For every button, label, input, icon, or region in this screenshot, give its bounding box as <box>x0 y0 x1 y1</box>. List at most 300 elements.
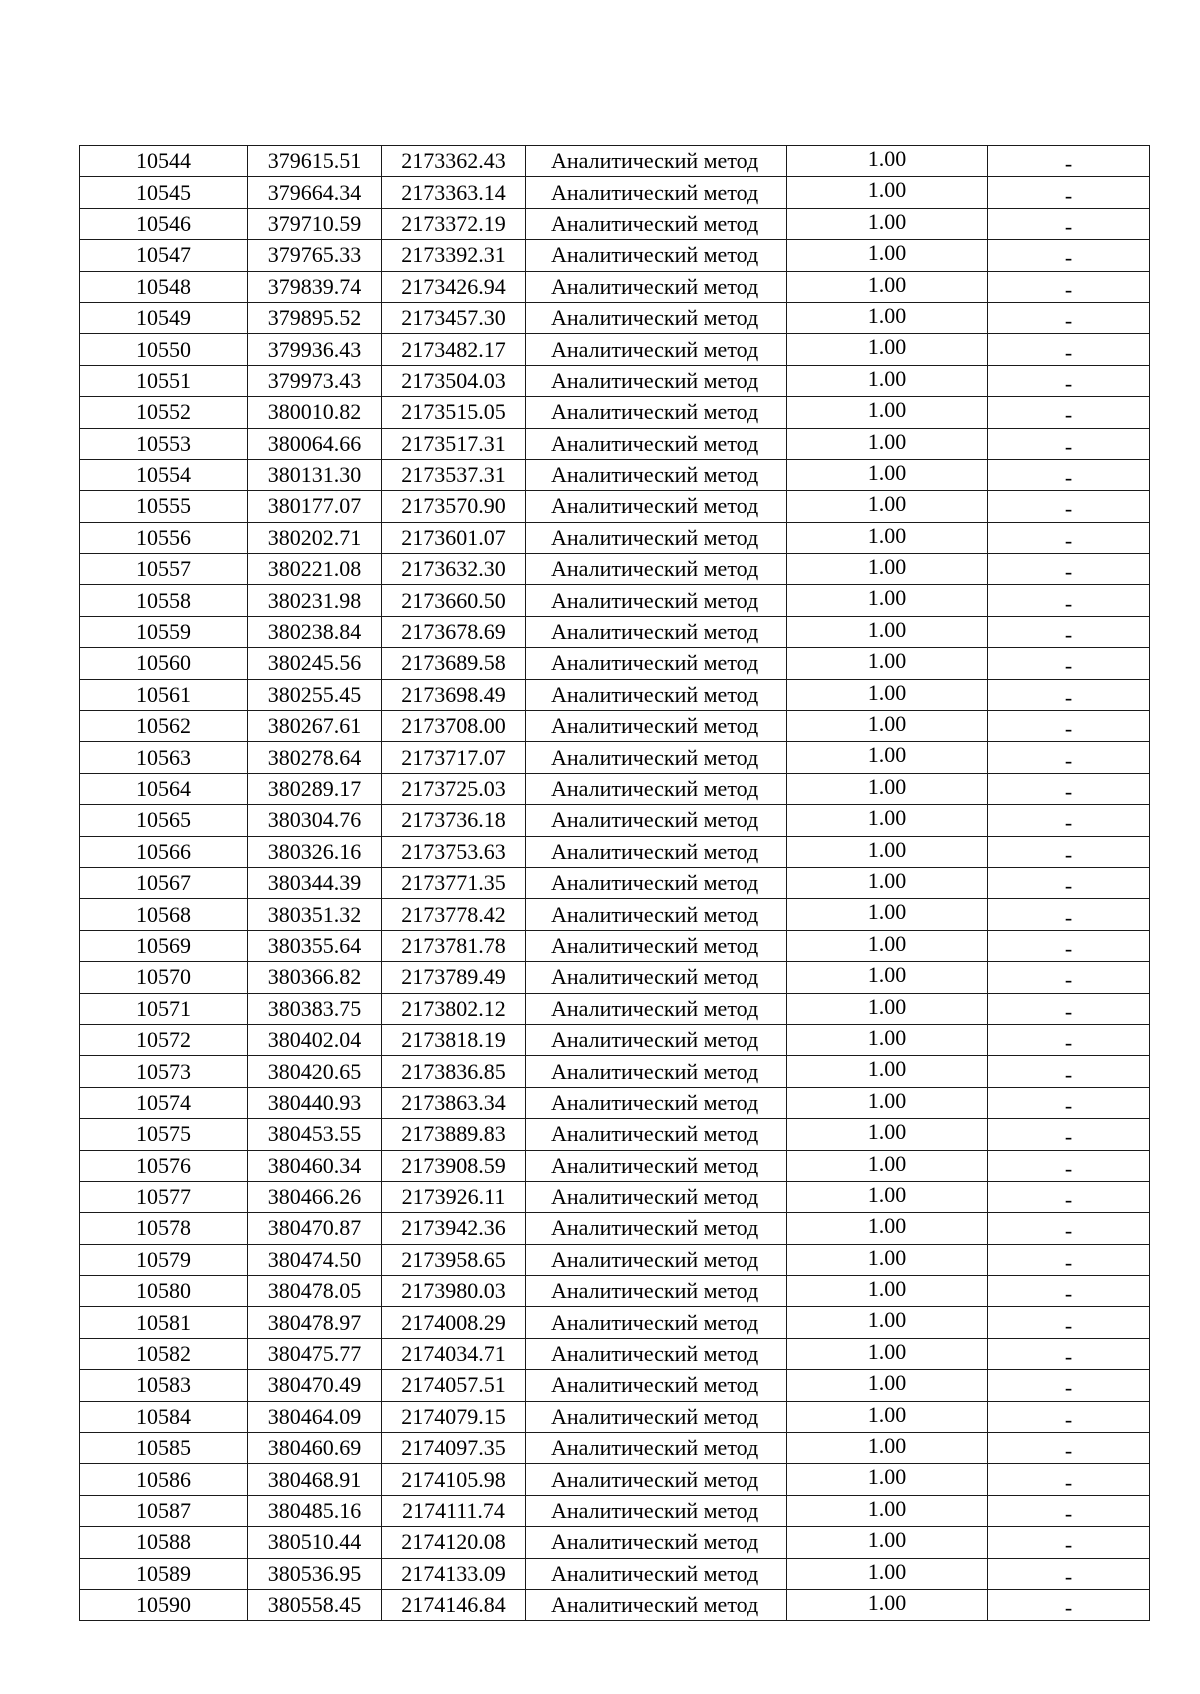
x-coordinate-cell-text: 380466.26 <box>267 1184 362 1210</box>
y-coordinate-cell <box>382 1119 526 1150</box>
point-number-cell-text: 10566 <box>136 838 191 864</box>
x-coordinate-cell <box>248 1338 382 1369</box>
method-cell-text: Аналитический метод <box>551 932 759 958</box>
point-number-cell <box>80 1150 248 1181</box>
y-coordinate-cell-text: 2173926.11 <box>401 1184 506 1210</box>
accuracy-cell <box>787 616 988 647</box>
method-cell-text: Аналитический метод <box>551 1215 759 1241</box>
point-number-cell <box>80 1589 248 1620</box>
point-number-cell-text: 10555 <box>136 493 191 519</box>
method-cell-text: Аналитический метод <box>551 1372 759 1398</box>
x-coordinate-cell <box>248 899 382 930</box>
point-number-cell-text: 10560 <box>136 650 191 676</box>
table-row <box>80 1119 1150 1150</box>
x-coordinate-cell <box>248 930 382 961</box>
point-number-cell-text: 10554 <box>136 462 191 488</box>
note-cell-text: - <box>1064 1438 1073 1464</box>
table-row <box>80 1181 1150 1212</box>
x-coordinate-cell <box>248 773 382 804</box>
table-row <box>80 962 1150 993</box>
note-cell <box>988 397 1150 428</box>
y-coordinate-cell <box>382 899 526 930</box>
y-coordinate-cell <box>382 648 526 679</box>
y-coordinate-cell <box>382 1495 526 1526</box>
point-number-cell-text: 10587 <box>136 1497 191 1523</box>
accuracy-cell-text: 1.00 <box>867 1244 907 1270</box>
method-cell-text: Аналитический метод <box>551 273 759 299</box>
accuracy-cell <box>787 334 988 365</box>
point-number-cell-text: 10571 <box>136 995 191 1021</box>
x-coordinate-cell <box>248 1433 382 1464</box>
note-cell-text: - <box>1064 1249 1073 1275</box>
y-coordinate-cell-text: 2173725.03 <box>401 776 506 801</box>
method-cell-text: Аналитический метод <box>551 807 759 833</box>
method-cell-text: Аналитический метод <box>551 1027 759 1053</box>
y-coordinate-cell-text: 2173632.30 <box>401 556 506 582</box>
table-row <box>80 742 1150 773</box>
x-coordinate-cell <box>248 993 382 1024</box>
note-cell <box>988 177 1150 208</box>
accuracy-cell-text: 1.00 <box>867 428 907 454</box>
accuracy-cell <box>787 1307 988 1338</box>
x-coordinate-cell-text: 380460.34 <box>267 1152 362 1178</box>
point-number-cell <box>80 993 248 1024</box>
x-coordinate-cell <box>248 365 382 396</box>
method-cell <box>526 805 787 836</box>
table-row <box>80 1433 1150 1464</box>
method-cell-text: Аналитический метод <box>551 305 759 331</box>
note-cell-text: - <box>1064 622 1073 648</box>
y-coordinate-cell-text: 2173781.78 <box>401 932 506 958</box>
y-coordinate-cell <box>382 836 526 867</box>
note-cell <box>988 428 1150 459</box>
note-cell-text: - <box>1064 1187 1073 1213</box>
y-coordinate-cell <box>382 1370 526 1401</box>
method-cell-text: Аналитический метод <box>551 1497 759 1523</box>
method-cell <box>526 1087 787 1118</box>
point-number-cell-text: 10572 <box>136 1027 191 1053</box>
accuracy-cell-text: 1.00 <box>867 836 907 862</box>
x-coordinate-cell <box>248 805 382 836</box>
y-coordinate-cell <box>382 679 526 710</box>
y-coordinate-cell-text: 2173818.19 <box>401 1027 506 1053</box>
point-number-cell-text: 10570 <box>136 964 191 990</box>
note-cell-text: - <box>1064 1281 1073 1307</box>
method-cell <box>526 993 787 1024</box>
note-cell <box>988 899 1150 930</box>
accuracy-cell-text: 1.00 <box>867 1307 907 1333</box>
method-cell <box>526 1433 787 1464</box>
table-row <box>80 1087 1150 1118</box>
method-cell <box>526 930 787 961</box>
y-coordinate-cell <box>382 1244 526 1275</box>
note-cell-text: - <box>1064 339 1073 365</box>
note-cell <box>988 585 1150 616</box>
method-cell <box>526 1558 787 1589</box>
accuracy-cell <box>787 1119 988 1150</box>
table-row <box>80 711 1150 742</box>
x-coordinate-cell-text: 380221.08 <box>267 556 362 582</box>
x-coordinate-cell <box>248 554 382 585</box>
method-cell-text: Аналитический метод <box>551 901 759 927</box>
method-cell <box>526 899 787 930</box>
method-cell-text: Аналитический метод <box>551 1592 759 1618</box>
point-number-cell-text: 10546 <box>136 210 191 236</box>
point-number-cell-text: 10590 <box>136 1592 191 1618</box>
accuracy-cell <box>787 208 988 239</box>
method-cell <box>526 773 787 804</box>
accuracy-cell-text: 1.00 <box>867 742 907 768</box>
x-coordinate-cell <box>248 1589 382 1620</box>
y-coordinate-cell-text: 2173689.58 <box>401 650 506 676</box>
note-cell <box>988 554 1150 585</box>
y-coordinate-cell-text: 2173392.31 <box>401 242 506 268</box>
note-cell-text: - <box>1064 465 1073 491</box>
accuracy-cell-text: 1.00 <box>867 679 907 705</box>
table-row <box>80 1307 1150 1338</box>
method-cell-text: Аналитический метод <box>551 1152 759 1178</box>
point-number-cell-text: 10551 <box>136 367 191 393</box>
table-row <box>80 302 1150 333</box>
note-cell-text: - <box>1064 213 1073 239</box>
y-coordinate-cell <box>382 1150 526 1181</box>
note-cell-text: - <box>1064 998 1073 1024</box>
x-coordinate-cell <box>248 1558 382 1589</box>
point-number-cell-text: 10582 <box>136 1341 191 1367</box>
point-number-cell <box>80 397 248 428</box>
method-cell <box>526 240 787 271</box>
accuracy-cell <box>787 962 988 993</box>
point-number-cell <box>80 616 248 647</box>
point-number-cell <box>80 962 248 993</box>
accuracy-cell <box>787 1558 988 1589</box>
y-coordinate-cell-text: 2173660.50 <box>401 587 506 613</box>
accuracy-cell-text: 1.00 <box>867 930 907 956</box>
note-cell-text: - <box>1064 245 1073 271</box>
method-cell-text: Аналитический метод <box>551 367 759 393</box>
accuracy-cell <box>787 491 988 522</box>
method-cell <box>526 1338 787 1369</box>
y-coordinate-cell <box>382 302 526 333</box>
note-cell <box>988 208 1150 239</box>
note-cell <box>988 491 1150 522</box>
point-number-cell-text: 10562 <box>136 713 191 739</box>
y-coordinate-cell <box>382 491 526 522</box>
note-cell <box>988 1401 1150 1432</box>
y-coordinate-cell-text: 2173908.59 <box>401 1152 506 1178</box>
accuracy-cell-text: 1.00 <box>867 1150 907 1176</box>
x-coordinate-cell <box>248 962 382 993</box>
method-cell-text: Аналитический метод <box>551 1466 759 1492</box>
method-cell <box>526 271 787 302</box>
table-row <box>80 773 1150 804</box>
table-row <box>80 679 1150 710</box>
note-cell <box>988 616 1150 647</box>
point-number-cell <box>80 805 248 836</box>
accuracy-cell-text: 1.00 <box>867 1401 907 1427</box>
x-coordinate-cell <box>248 679 382 710</box>
note-cell-text: - <box>1064 370 1073 396</box>
x-coordinate-cell-text: 380558.45 <box>267 1592 362 1618</box>
y-coordinate-cell-text: 2173980.03 <box>401 1278 506 1304</box>
y-coordinate-cell <box>382 1181 526 1212</box>
note-cell-text: - <box>1064 873 1073 899</box>
point-number-cell-text: 10575 <box>136 1121 191 1147</box>
method-cell-text: Аналитический метод <box>551 1529 759 1555</box>
y-coordinate-cell <box>382 993 526 1024</box>
x-coordinate-cell <box>248 1244 382 1275</box>
accuracy-cell-text: 1.00 <box>867 962 907 988</box>
table-row <box>80 522 1150 553</box>
x-coordinate-cell-text: 380420.65 <box>267 1058 362 1084</box>
table-row <box>80 585 1150 616</box>
x-coordinate-cell <box>248 491 382 522</box>
method-cell-text: Аналитический метод <box>551 838 759 864</box>
table-row <box>80 1024 1150 1055</box>
y-coordinate-cell-text: 2173372.19 <box>401 210 506 236</box>
x-coordinate-cell-text: 380289.17 <box>267 776 362 801</box>
note-cell <box>988 711 1150 742</box>
method-cell <box>526 334 787 365</box>
method-cell <box>526 491 787 522</box>
table-row <box>80 648 1150 679</box>
method-cell-text: Аналитический метод <box>551 336 759 362</box>
point-number-cell-text: 10580 <box>136 1278 191 1304</box>
accuracy-cell <box>787 1244 988 1275</box>
y-coordinate-cell-text: 2174057.51 <box>401 1372 506 1398</box>
point-number-cell <box>80 773 248 804</box>
point-number-cell-text: 10544 <box>136 148 191 174</box>
method-cell <box>526 177 787 208</box>
accuracy-cell-text: 1.00 <box>867 1181 907 1207</box>
x-coordinate-cell <box>248 585 382 616</box>
point-number-cell <box>80 679 248 710</box>
point-number-cell-text: 10549 <box>136 305 191 331</box>
method-cell-text: Аналитический метод <box>551 1246 759 1272</box>
x-coordinate-cell-text: 379839.74 <box>267 273 362 299</box>
y-coordinate-cell-text: 2173515.05 <box>401 399 506 425</box>
accuracy-cell <box>787 1150 988 1181</box>
x-coordinate-cell <box>248 711 382 742</box>
point-number-cell-text: 10578 <box>136 1215 191 1241</box>
y-coordinate-cell <box>382 930 526 961</box>
accuracy-cell <box>787 1495 988 1526</box>
method-cell-text: Аналитический метод <box>551 1278 759 1304</box>
method-cell-text: Аналитический метод <box>551 1435 759 1461</box>
y-coordinate-cell <box>382 554 526 585</box>
accuracy-cell <box>787 522 988 553</box>
table-row <box>80 867 1150 898</box>
point-number-cell-text: 10586 <box>136 1466 191 1492</box>
method-cell <box>526 1244 787 1275</box>
accuracy-cell-text: 1.00 <box>867 1213 907 1239</box>
point-number-cell <box>80 1181 248 1212</box>
point-number-cell-text: 10559 <box>136 619 191 645</box>
note-cell <box>988 1307 1150 1338</box>
x-coordinate-cell-text: 380485.16 <box>267 1497 362 1523</box>
x-coordinate-cell <box>248 1464 382 1495</box>
y-coordinate-cell <box>382 585 526 616</box>
note-cell <box>988 302 1150 333</box>
x-coordinate-cell <box>248 177 382 208</box>
x-coordinate-cell <box>248 1119 382 1150</box>
y-coordinate-cell-text: 2173426.94 <box>401 273 506 299</box>
accuracy-cell-text: 1.00 <box>867 302 907 328</box>
method-cell <box>526 711 787 742</box>
point-number-cell-text: 10569 <box>136 932 191 958</box>
note-cell-text: - <box>1064 1344 1073 1370</box>
x-coordinate-cell-text: 380238.84 <box>267 619 362 645</box>
method-cell-text: Аналитический метод <box>551 462 759 488</box>
x-coordinate-cell-text: 380202.71 <box>267 524 362 550</box>
accuracy-cell-text: 1.00 <box>867 177 907 203</box>
y-coordinate-cell-text: 2173863.34 <box>401 1089 506 1115</box>
point-number-cell <box>80 146 248 177</box>
x-coordinate-cell-text: 380470.87 <box>267 1215 362 1241</box>
method-cell-text: Аналитический метод <box>551 1058 759 1084</box>
point-number-cell <box>80 1527 248 1558</box>
table-row <box>80 334 1150 365</box>
accuracy-cell <box>787 1464 988 1495</box>
y-coordinate-cell <box>382 1338 526 1369</box>
table-row <box>80 1401 1150 1432</box>
y-coordinate-cell <box>382 1024 526 1055</box>
y-coordinate-cell-text: 2174120.08 <box>401 1529 506 1555</box>
note-cell-text: - <box>1064 1563 1073 1589</box>
accuracy-cell <box>787 146 988 177</box>
table-row <box>80 1213 1150 1244</box>
x-coordinate-cell <box>248 146 382 177</box>
x-coordinate-cell-text: 380255.45 <box>267 681 362 707</box>
note-cell <box>988 742 1150 773</box>
x-coordinate-cell-text: 379765.33 <box>267 242 362 268</box>
y-coordinate-cell <box>382 1307 526 1338</box>
accuracy-cell <box>787 585 988 616</box>
accuracy-cell <box>787 1213 988 1244</box>
note-cell-text: - <box>1064 1218 1073 1244</box>
y-coordinate-cell <box>382 459 526 490</box>
x-coordinate-cell <box>248 648 382 679</box>
accuracy-cell <box>787 428 988 459</box>
x-coordinate-cell-text: 380131.30 <box>267 462 362 488</box>
accuracy-cell <box>787 1056 988 1087</box>
method-cell <box>526 428 787 459</box>
note-cell-text: - <box>1064 182 1073 208</box>
y-coordinate-cell <box>382 177 526 208</box>
note-cell <box>988 1024 1150 1055</box>
x-coordinate-cell-text: 380245.56 <box>267 650 362 676</box>
table-row <box>80 899 1150 930</box>
y-coordinate-cell <box>382 397 526 428</box>
method-cell <box>526 1464 787 1495</box>
note-cell <box>988 459 1150 490</box>
table-row <box>80 1370 1150 1401</box>
method-cell <box>526 522 787 553</box>
x-coordinate-cell <box>248 240 382 271</box>
note-cell-text: - <box>1064 1092 1073 1118</box>
point-number-cell-text: 10576 <box>136 1152 191 1178</box>
note-cell <box>988 679 1150 710</box>
accuracy-cell-text: 1.00 <box>867 208 907 234</box>
method-cell-text: Аналитический метод <box>551 524 759 550</box>
x-coordinate-cell-text: 380478.05 <box>267 1278 362 1304</box>
x-coordinate-cell-text: 380536.95 <box>267 1560 362 1586</box>
note-cell <box>988 1495 1150 1526</box>
table-row <box>80 930 1150 961</box>
note-cell <box>988 1558 1150 1589</box>
point-number-cell-text: 10563 <box>136 744 191 770</box>
accuracy-cell-text: 1.00 <box>867 773 907 799</box>
note-cell-text: - <box>1064 967 1073 993</box>
y-coordinate-cell <box>382 962 526 993</box>
y-coordinate-cell-text: 2173362.43 <box>401 148 506 174</box>
x-coordinate-cell <box>248 1276 382 1307</box>
point-number-cell <box>80 867 248 898</box>
x-coordinate-cell <box>248 1401 382 1432</box>
method-cell <box>526 1527 787 1558</box>
accuracy-cell-text: 1.00 <box>867 240 907 266</box>
accuracy-cell <box>787 1181 988 1212</box>
x-coordinate-cell <box>248 1527 382 1558</box>
y-coordinate-cell-text: 2173570.90 <box>401 493 506 519</box>
table-row <box>80 1276 1150 1307</box>
x-coordinate-cell-text: 380478.97 <box>267 1309 362 1335</box>
note-cell-text: - <box>1064 841 1073 867</box>
point-number-cell-text: 10564 <box>136 776 191 801</box>
x-coordinate-cell <box>248 1024 382 1055</box>
point-number-cell <box>80 1024 248 1055</box>
y-coordinate-cell-text: 2174097.35 <box>401 1435 506 1461</box>
point-number-cell <box>80 240 248 271</box>
note-cell <box>988 1276 1150 1307</box>
note-cell <box>988 1213 1150 1244</box>
method-cell <box>526 1401 787 1432</box>
accuracy-cell-text: 1.00 <box>867 397 907 423</box>
accuracy-cell-text: 1.00 <box>867 899 907 925</box>
table-row <box>80 240 1150 271</box>
method-cell-text: Аналитический метод <box>551 744 759 770</box>
y-coordinate-cell <box>382 1401 526 1432</box>
note-cell <box>988 146 1150 177</box>
point-number-cell-text: 10584 <box>136 1403 191 1429</box>
note-cell <box>988 1244 1150 1275</box>
y-coordinate-cell-text: 2173717.07 <box>401 744 506 770</box>
note-cell-text: - <box>1064 1500 1073 1526</box>
accuracy-cell <box>787 836 988 867</box>
method-cell-text: Аналитический метод <box>551 870 759 896</box>
note-cell <box>988 1370 1150 1401</box>
accuracy-cell-text: 1.00 <box>867 334 907 360</box>
y-coordinate-cell-text: 2173778.42 <box>401 901 506 927</box>
method-cell <box>526 397 787 428</box>
note-cell <box>988 1056 1150 1087</box>
x-coordinate-cell-text: 380510.44 <box>267 1529 362 1555</box>
point-number-cell <box>80 1338 248 1369</box>
method-cell-text: Аналитический метод <box>551 399 759 425</box>
point-number-cell <box>80 648 248 679</box>
point-number-cell <box>80 1244 248 1275</box>
accuracy-cell <box>787 302 988 333</box>
method-cell <box>526 302 787 333</box>
y-coordinate-cell <box>382 1527 526 1558</box>
x-coordinate-cell <box>248 302 382 333</box>
point-number-cell-text: 10553 <box>136 430 191 456</box>
method-cell <box>526 1150 787 1181</box>
x-coordinate-cell <box>248 1495 382 1526</box>
point-number-cell-text: 10557 <box>136 556 191 582</box>
method-cell-text: Аналитический метод <box>551 148 759 174</box>
y-coordinate-cell-text: 2174133.09 <box>401 1560 506 1586</box>
